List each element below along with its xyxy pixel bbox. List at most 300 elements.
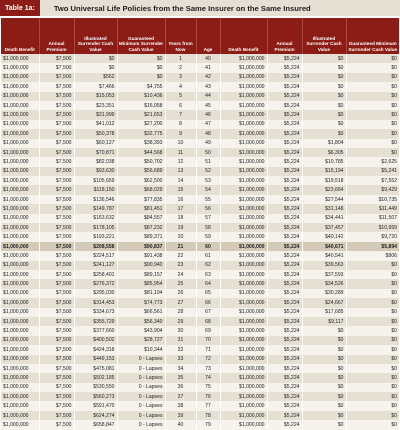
table-row — [1, 261, 399, 270]
cell-guaranteed-cash-value-b: $7,552 — [346, 176, 399, 185]
cell-annual-premium-b: $5,224 — [267, 148, 302, 157]
col-header-death-benefit-b: Death Benefit — [220, 18, 267, 54]
cell-annual-premium-b: $5,224 — [267, 261, 302, 270]
table-row — [1, 251, 399, 260]
cell-annual-premium-b: $5,224 — [267, 101, 302, 110]
cell-illustrated-cash-value-b: $30,289 — [302, 289, 346, 298]
cell-age: 66 — [196, 298, 220, 307]
cell-guaranteed-cash-value-b: $0 — [346, 148, 399, 157]
cell-guaranteed-cash-value-a: $77,835 — [117, 195, 165, 204]
cell-illustrated-cash-value-b: $0 — [302, 392, 346, 401]
cell-illustrated-cash-value-b: $0 — [302, 420, 346, 429]
cell-death-benefit-a: $1,000,000 — [1, 270, 39, 279]
cell-years-from-now: 18 — [165, 214, 196, 223]
cell-guaranteed-cash-value-a: $84,557 — [117, 214, 165, 223]
cell-guaranteed-cash-value-a: $16,058 — [117, 101, 165, 110]
cell-guaranteed-cash-value-b: $10,735 — [346, 195, 399, 204]
cell-illustrated-cash-value-a: $530,550 — [74, 383, 117, 392]
table-row — [1, 364, 399, 373]
policy-comparison-table — [1, 18, 399, 430]
cell-age: 71 — [196, 345, 220, 354]
cell-age: 68 — [196, 317, 220, 326]
cell-death-benefit-a: $1,000,000 — [1, 289, 39, 298]
cell-annual-premium-b: $5,224 — [267, 373, 302, 382]
cell-annual-premium-b: $5,224 — [267, 317, 302, 326]
cell-annual-premium-b: $5,224 — [267, 392, 302, 401]
cell-annual-premium-b: $5,224 — [267, 167, 302, 176]
cell-annual-premium-b: $5,224 — [267, 92, 302, 101]
cell-illustrated-cash-value-a: $258,401 — [74, 270, 117, 279]
cell-illustrated-cash-value-a: $70,871 — [74, 148, 117, 157]
cell-age: 45 — [196, 101, 220, 110]
cell-annual-premium-a: $7,500 — [39, 195, 74, 204]
cell-years-from-now: 24 — [165, 270, 196, 279]
cell-years-from-now: 9 — [165, 129, 196, 138]
cell-illustrated-cash-value-b: $0 — [302, 73, 346, 82]
cell-guaranteed-cash-value-b: $11,507 — [346, 214, 399, 223]
cell-annual-premium-b: $5,224 — [267, 411, 302, 420]
cell-years-from-now: 19 — [165, 223, 196, 232]
cell-years-from-now: 17 — [165, 204, 196, 213]
cell-annual-premium-b: $5,224 — [267, 242, 302, 251]
cell-guaranteed-cash-value-a: $81,194 — [117, 289, 165, 298]
cell-guaranteed-cash-value-a: 0 - Lapses — [117, 373, 165, 382]
cell-annual-premium-b: $5,224 — [267, 251, 302, 260]
cell-death-benefit-a: $1,000,000 — [1, 383, 39, 392]
col-header-guaranteed-cash-value-b: Guaranteed Minimum Surrender Cash Value — [346, 18, 399, 54]
cell-guaranteed-cash-value-b: $0 — [346, 261, 399, 270]
cell-illustrated-cash-value-a: $424,318 — [74, 345, 117, 354]
cell-annual-premium-b: $5,224 — [267, 214, 302, 223]
table-row — [1, 242, 399, 251]
cell-death-benefit-a: $1,000,000 — [1, 129, 39, 138]
cell-annual-premium-b: $5,224 — [267, 110, 302, 119]
cell-guaranteed-cash-value-a: 0 - Lapses — [117, 392, 165, 401]
table-row — [1, 204, 399, 213]
cell-annual-premium-a: $7,500 — [39, 364, 74, 373]
cell-death-benefit-a: $1,000,000 — [1, 364, 39, 373]
table-body — [1, 54, 399, 430]
cell-age: 40 — [196, 54, 220, 63]
cell-guaranteed-cash-value-a: 0 - Lapses — [117, 411, 165, 420]
table-title: Two Universal Life Policies from the Same Insurer on the Same Insured — [53, 3, 311, 13]
cell-years-from-now: 4 — [165, 82, 196, 91]
cell-guaranteed-cash-value-b: $0 — [346, 54, 399, 63]
cell-death-benefit-a: $1,000,000 — [1, 232, 39, 241]
cell-guaranteed-cash-value-b: $2,625 — [346, 157, 399, 166]
cell-age: 72 — [196, 355, 220, 364]
col-header-illustrated-cash-value-a: Illustrated Surrender Cash Value — [74, 18, 117, 54]
table-row — [1, 411, 399, 420]
cell-illustrated-cash-value-b: $37,457 — [302, 223, 346, 232]
cell-annual-premium-b: $5,224 — [267, 73, 302, 82]
cell-guaranteed-cash-value-a: $56,340 — [117, 317, 165, 326]
cell-illustrated-cash-value-b: $0 — [302, 129, 346, 138]
cell-illustrated-cash-value-a: $50,378 — [74, 129, 117, 138]
table-row — [1, 82, 399, 91]
cell-annual-premium-b: $5,224 — [267, 232, 302, 241]
cell-guaranteed-cash-value-a: $38,393 — [117, 139, 165, 148]
cell-guaranteed-cash-value-b: $9,720 — [346, 232, 399, 241]
cell-guaranteed-cash-value-b: $0 — [346, 401, 399, 410]
cell-guaranteed-cash-value-b: $0 — [346, 326, 399, 335]
cell-years-from-now: 34 — [165, 364, 196, 373]
cell-guaranteed-cash-value-a: $56,689 — [117, 167, 165, 176]
title-bar — [0, 0, 400, 16]
cell-years-from-now: 22 — [165, 251, 196, 260]
cell-death-benefit-b: $1,000,000 — [220, 383, 267, 392]
cell-annual-premium-a: $7,500 — [39, 92, 74, 101]
cell-death-benefit-b: $1,000,000 — [220, 204, 267, 213]
table-row — [1, 139, 399, 148]
cell-guaranteed-cash-value-a: $87,232 — [117, 223, 165, 232]
cell-death-benefit-b: $1,000,000 — [220, 195, 267, 204]
cell-annual-premium-a: $7,500 — [39, 204, 74, 213]
cell-guaranteed-cash-value-b: $0 — [346, 139, 399, 148]
cell-death-benefit-a: $1,000,000 — [1, 326, 39, 335]
col-header-illustrated-cash-value-b: Illustrated Surrender Cash Value — [302, 18, 346, 54]
cell-guaranteed-cash-value-b: $0 — [346, 63, 399, 72]
cell-illustrated-cash-value-a: $624,274 — [74, 411, 117, 420]
cell-death-benefit-a: $1,000,000 — [1, 73, 39, 82]
cell-annual-premium-a: $7,500 — [39, 289, 74, 298]
cell-years-from-now: 26 — [165, 289, 196, 298]
cell-death-benefit-b: $1,000,000 — [220, 167, 267, 176]
cell-guaranteed-cash-value-b: $0 — [346, 129, 399, 138]
cell-illustrated-cash-value-a: $163,632 — [74, 214, 117, 223]
table-row — [1, 401, 399, 410]
cell-years-from-now: 10 — [165, 139, 196, 148]
cell-guaranteed-cash-value-a: $91,438 — [117, 251, 165, 260]
cell-years-from-now: 11 — [165, 148, 196, 157]
table-row — [1, 92, 399, 101]
cell-years-from-now: 33 — [165, 355, 196, 364]
cell-annual-premium-b: $5,224 — [267, 270, 302, 279]
cell-annual-premium-b: $5,224 — [267, 157, 302, 166]
cell-guaranteed-cash-value-a: $62,500 — [117, 176, 165, 185]
cell-annual-premium-a: $7,500 — [39, 411, 74, 420]
cell-death-benefit-b: $1,000,000 — [220, 298, 267, 307]
cell-guaranteed-cash-value-a: 0 - Lapses — [117, 420, 165, 429]
cell-years-from-now: 27 — [165, 298, 196, 307]
cell-illustrated-cash-value-a: $118,150 — [74, 185, 117, 194]
cell-death-benefit-a: $1,000,000 — [1, 242, 39, 251]
cell-illustrated-cash-value-b: $0 — [302, 401, 346, 410]
cell-illustrated-cash-value-a: $449,153 — [74, 355, 117, 364]
cell-years-from-now: 23 — [165, 261, 196, 270]
col-header-death-benefit-a: Death Benefit — [1, 18, 39, 54]
cell-death-benefit-b: $1,000,000 — [220, 120, 267, 129]
cell-guaranteed-cash-value-a: $10,436 — [117, 92, 165, 101]
cell-guaranteed-cash-value-a: $0 — [117, 73, 165, 82]
cell-death-benefit-b: $1,000,000 — [220, 364, 267, 373]
col-header-annual-premium-b: Annual Premium — [267, 18, 302, 54]
cell-annual-premium-a: $7,500 — [39, 242, 74, 251]
cell-age: 49 — [196, 139, 220, 148]
cell-death-benefit-b: $1,000,000 — [220, 336, 267, 345]
cell-illustrated-cash-value-b: $0 — [302, 63, 346, 72]
cell-illustrated-cash-value-b: $0 — [302, 92, 346, 101]
cell-illustrated-cash-value-a: $334,673 — [74, 308, 117, 317]
cell-death-benefit-a: $1,000,000 — [1, 355, 39, 364]
table-row — [1, 326, 399, 335]
cell-annual-premium-a: $7,500 — [39, 336, 74, 345]
table-row — [1, 279, 399, 288]
cell-annual-premium-b: $5,224 — [267, 223, 302, 232]
table-row — [1, 420, 399, 429]
cell-death-benefit-a: $1,000,000 — [1, 195, 39, 204]
cell-years-from-now: 32 — [165, 345, 196, 354]
cell-death-benefit-a: $1,000,000 — [1, 261, 39, 270]
cell-death-benefit-b: $1,000,000 — [220, 101, 267, 110]
cell-death-benefit-b: $1,000,000 — [220, 73, 267, 82]
cell-annual-premium-b: $5,224 — [267, 355, 302, 364]
cell-age: 59 — [196, 232, 220, 241]
table-row — [1, 308, 399, 317]
cell-illustrated-cash-value-b: $0 — [302, 373, 346, 382]
cell-annual-premium-b: $5,224 — [267, 383, 302, 392]
cell-years-from-now: 12 — [165, 157, 196, 166]
cell-years-from-now: 20 — [165, 232, 196, 241]
cell-guaranteed-cash-value-a: $89,157 — [117, 270, 165, 279]
cell-age: 73 — [196, 364, 220, 373]
cell-death-benefit-b: $1,000,000 — [220, 420, 267, 429]
cell-annual-premium-b: $5,224 — [267, 420, 302, 429]
cell-guaranteed-cash-value-a: $90,940 — [117, 261, 165, 270]
cell-illustrated-cash-value-a: $400,502 — [74, 336, 117, 345]
table-row — [1, 232, 399, 241]
cell-death-benefit-a: $1,000,000 — [1, 214, 39, 223]
cell-guaranteed-cash-value-a: $89,371 — [117, 232, 165, 241]
cell-guaranteed-cash-value-b: $5,241 — [346, 167, 399, 176]
cell-years-from-now: 1 — [165, 54, 196, 63]
cell-guaranteed-cash-value-b: $0 — [346, 73, 399, 82]
cell-illustrated-cash-value-a: $658,847 — [74, 420, 117, 429]
cell-age: 77 — [196, 401, 220, 410]
table-row — [1, 176, 399, 185]
cell-guaranteed-cash-value-b: $11,449 — [346, 204, 399, 213]
cell-years-from-now: 6 — [165, 101, 196, 110]
cell-age: 78 — [196, 411, 220, 420]
col-header-guaranteed-cash-value-a: Guaranteed Minimum Surrender Cash Value — [117, 18, 165, 54]
cell-annual-premium-a: $7,500 — [39, 261, 74, 270]
table-row — [1, 298, 399, 307]
cell-illustrated-cash-value-b: $0 — [302, 345, 346, 354]
cell-illustrated-cash-value-a: $276,372 — [74, 279, 117, 288]
table-row — [1, 54, 399, 63]
cell-years-from-now: 31 — [165, 336, 196, 345]
cell-illustrated-cash-value-a: $0 — [74, 54, 117, 63]
cell-illustrated-cash-value-b: $24,667 — [302, 298, 346, 307]
cell-years-from-now: 28 — [165, 308, 196, 317]
cell-annual-premium-b: $5,224 — [267, 345, 302, 354]
cell-death-benefit-b: $1,000,000 — [220, 129, 267, 138]
cell-illustrated-cash-value-a: $208,558 — [74, 242, 117, 251]
cell-death-benefit-b: $1,000,000 — [220, 345, 267, 354]
cell-illustrated-cash-value-a: $295,030 — [74, 289, 117, 298]
cell-death-benefit-b: $1,000,000 — [220, 411, 267, 420]
cell-illustrated-cash-value-a: $475,081 — [74, 364, 117, 373]
cell-age: 57 — [196, 214, 220, 223]
cell-guaranteed-cash-value-a: $81,451 — [117, 204, 165, 213]
cell-age: 60 — [196, 242, 220, 251]
cell-annual-premium-a: $7,500 — [39, 279, 74, 288]
cell-death-benefit-a: $1,000,000 — [1, 157, 39, 166]
cell-guaranteed-cash-value-b: $0 — [346, 82, 399, 91]
cell-age: 56 — [196, 204, 220, 213]
cell-illustrated-cash-value-a: $15,053 — [74, 92, 117, 101]
cell-annual-premium-a: $7,500 — [39, 401, 74, 410]
cell-death-benefit-a: $1,000,000 — [1, 204, 39, 213]
cell-guaranteed-cash-value-a: $90,837 — [117, 242, 165, 251]
cell-illustrated-cash-value-b: $23,664 — [302, 185, 346, 194]
cell-annual-premium-b: $5,224 — [267, 54, 302, 63]
cell-death-benefit-a: $1,000,000 — [1, 308, 39, 317]
cell-death-benefit-b: $1,000,000 — [220, 176, 267, 185]
cell-annual-premium-b: $5,224 — [267, 204, 302, 213]
cell-age: 70 — [196, 336, 220, 345]
cell-guaranteed-cash-value-b: $0 — [346, 110, 399, 119]
cell-years-from-now: 2 — [165, 63, 196, 72]
cell-age: 44 — [196, 92, 220, 101]
table-row — [1, 355, 399, 364]
cell-annual-premium-a: $7,500 — [39, 345, 74, 354]
cell-illustrated-cash-value-b: $39,563 — [302, 261, 346, 270]
cell-illustrated-cash-value-a: $314,453 — [74, 298, 117, 307]
cell-years-from-now: 21 — [165, 242, 196, 251]
cell-annual-premium-a: $7,500 — [39, 139, 74, 148]
cell-guaranteed-cash-value-a: $50,702 — [117, 157, 165, 166]
cell-annual-premium-b: $5,224 — [267, 279, 302, 288]
table-row — [1, 110, 399, 119]
cell-age: 48 — [196, 129, 220, 138]
cell-annual-premium-b: $5,224 — [267, 195, 302, 204]
cell-guaranteed-cash-value-a: $66,561 — [117, 308, 165, 317]
cell-illustrated-cash-value-a: $355,729 — [74, 317, 117, 326]
cell-death-benefit-a: $1,000,000 — [1, 336, 39, 345]
cell-annual-premium-a: $7,500 — [39, 129, 74, 138]
cell-death-benefit-a: $1,000,000 — [1, 298, 39, 307]
table-row — [1, 289, 399, 298]
cell-years-from-now: 40 — [165, 420, 196, 429]
cell-illustrated-cash-value-a: $31,999 — [74, 110, 117, 119]
cell-illustrated-cash-value-a: $502,185 — [74, 373, 117, 382]
cell-years-from-now: 36 — [165, 383, 196, 392]
cell-guaranteed-cash-value-a: $4,755 — [117, 82, 165, 91]
cell-death-benefit-a: $1,000,000 — [1, 120, 39, 129]
cell-death-benefit-b: $1,000,000 — [220, 317, 267, 326]
cell-death-benefit-a: $1,000,000 — [1, 223, 39, 232]
cell-death-benefit-a: $1,000,000 — [1, 345, 39, 354]
cell-age: 51 — [196, 157, 220, 166]
cell-guaranteed-cash-value-b: $0 — [346, 383, 399, 392]
cell-death-benefit-a: $1,000,000 — [1, 279, 39, 288]
cell-death-benefit-b: $1,000,000 — [220, 185, 267, 194]
cell-guaranteed-cash-value-a: $85,954 — [117, 279, 165, 288]
cell-guaranteed-cash-value-a: $32,775 — [117, 129, 165, 138]
cell-death-benefit-b: $1,000,000 — [220, 279, 267, 288]
cell-annual-premium-a: $7,500 — [39, 392, 74, 401]
col-header-annual-premium-a: Annual Premium — [39, 18, 74, 54]
cell-death-benefit-b: $1,000,000 — [220, 157, 267, 166]
cell-death-benefit-a: $1,000,000 — [1, 411, 39, 420]
cell-guaranteed-cash-value-b: $0 — [346, 411, 399, 420]
cell-guaranteed-cash-value-b: $0 — [346, 120, 399, 129]
cell-illustrated-cash-value-a: $7,466 — [74, 82, 117, 91]
col-header-years-from-now: Years from Now — [165, 18, 196, 54]
cell-guaranteed-cash-value-b: $0 — [346, 420, 399, 429]
cell-death-benefit-b: $1,000,000 — [220, 289, 267, 298]
cell-illustrated-cash-value-a: $560,273 — [74, 392, 117, 401]
cell-annual-premium-a: $7,500 — [39, 420, 74, 429]
cell-annual-premium-a: $7,500 — [39, 214, 74, 223]
cell-annual-premium-a: $7,500 — [39, 148, 74, 157]
cell-annual-premium-a: $7,500 — [39, 373, 74, 382]
cell-guaranteed-cash-value-b: $0 — [346, 355, 399, 364]
cell-guaranteed-cash-value-b: $0 — [346, 392, 399, 401]
cell-annual-premium-b: $5,224 — [267, 139, 302, 148]
cell-age: 53 — [196, 176, 220, 185]
cell-illustrated-cash-value-b: $0 — [302, 364, 346, 373]
cell-illustrated-cash-value-a: $41,012 — [74, 120, 117, 129]
table-row — [1, 195, 399, 204]
cell-death-benefit-a: $1,000,000 — [1, 139, 39, 148]
cell-death-benefit-a: $1,000,000 — [1, 251, 39, 260]
cell-annual-premium-b: $5,224 — [267, 176, 302, 185]
cell-illustrated-cash-value-b: $31,148 — [302, 204, 346, 213]
table-row — [1, 120, 399, 129]
cell-death-benefit-a: $1,000,000 — [1, 110, 39, 119]
cell-illustrated-cash-value-b: $0 — [302, 383, 346, 392]
cell-years-from-now: 30 — [165, 326, 196, 335]
cell-illustrated-cash-value-a: $178,105 — [74, 223, 117, 232]
cell-illustrated-cash-value-a: $23,351 — [74, 101, 117, 110]
cell-guaranteed-cash-value-b: $0 — [346, 317, 399, 326]
cell-age: 55 — [196, 195, 220, 204]
cell-age: 65 — [196, 289, 220, 298]
cell-annual-premium-a: $7,500 — [39, 251, 74, 260]
cell-annual-premium-a: $7,500 — [39, 317, 74, 326]
cell-illustrated-cash-value-b: $37,593 — [302, 270, 346, 279]
table-row — [1, 63, 399, 72]
cell-death-benefit-a: $1,000,000 — [1, 148, 39, 157]
cell-death-benefit-a: $1,000,000 — [1, 392, 39, 401]
cell-illustrated-cash-value-b: $0 — [302, 355, 346, 364]
cell-death-benefit-a: $1,000,000 — [1, 373, 39, 382]
cell-annual-premium-a: $7,500 — [39, 101, 74, 110]
cell-age: 63 — [196, 270, 220, 279]
table-row — [1, 148, 399, 157]
cell-guaranteed-cash-value-b: $0 — [346, 298, 399, 307]
cell-annual-premium-b: $5,224 — [267, 185, 302, 194]
cell-age: 61 — [196, 251, 220, 260]
table-row — [1, 336, 399, 345]
cell-death-benefit-b: $1,000,000 — [220, 232, 267, 241]
cell-annual-premium-b: $5,224 — [267, 308, 302, 317]
cell-death-benefit-b: $1,000,000 — [220, 214, 267, 223]
cell-guaranteed-cash-value-a: $44,568 — [117, 148, 165, 157]
cell-illustrated-cash-value-b: $0 — [302, 82, 346, 91]
cell-illustrated-cash-value-b: $0 — [302, 110, 346, 119]
cell-guaranteed-cash-value-a: $0 — [117, 63, 165, 72]
cell-illustrated-cash-value-b: $0 — [302, 336, 346, 345]
cell-guaranteed-cash-value-b: $9,429 — [346, 185, 399, 194]
cell-annual-premium-b: $5,224 — [267, 401, 302, 410]
cell-death-benefit-b: $1,000,000 — [220, 373, 267, 382]
cell-guaranteed-cash-value-b: $0 — [346, 279, 399, 288]
cell-guaranteed-cash-value-b: $0 — [346, 373, 399, 382]
cell-guaranteed-cash-value-b: $0 — [346, 101, 399, 110]
